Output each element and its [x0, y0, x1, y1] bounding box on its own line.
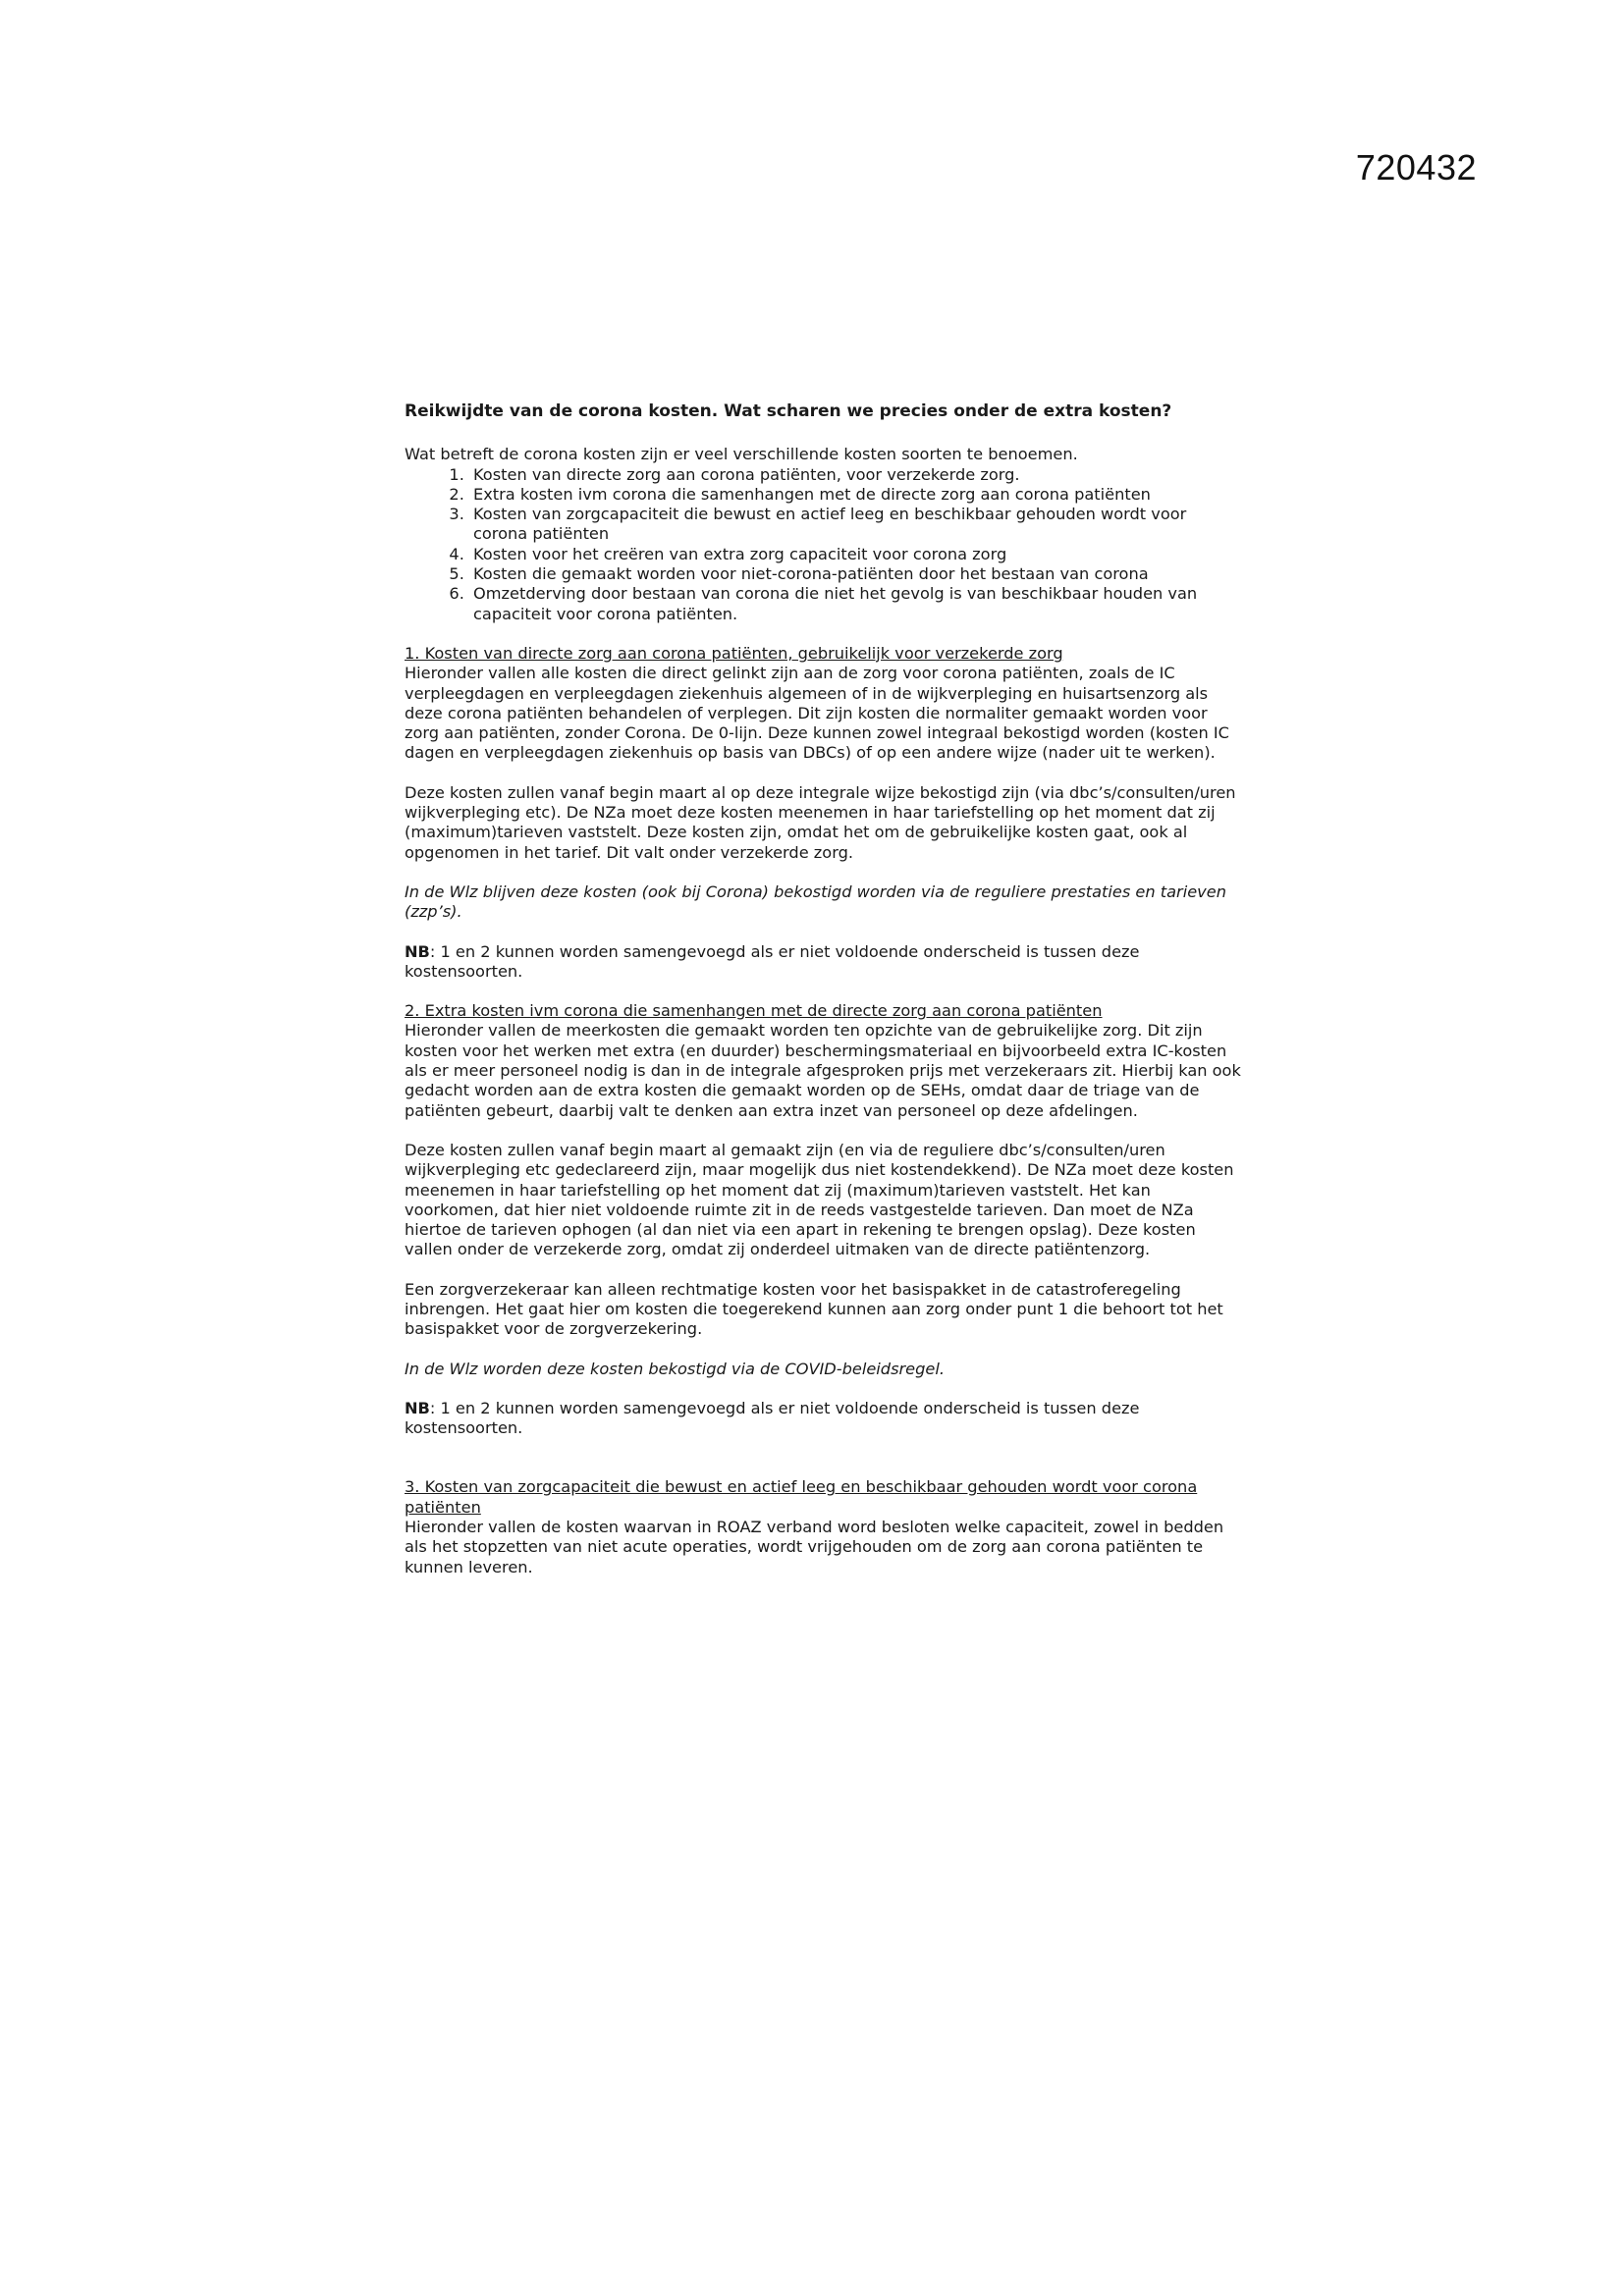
- document-body: [405, 401, 1245, 1577]
- section-2-wlz-note: In de Wlz worden deze kosten bekostigd via de COVID-beleidsregel.: [405, 1359, 945, 1378]
- section-2-paragraph: Deze kosten zullen vanaf begin maart al gemaakt zijn (en via de reguliere dbc’s/consulten/uren wijkverpleging etc gedeclareerd zijn, maar mogelijk dus niet kostendekkend). De NZa moet deze kosten meenemen in haar tariefstelling op het moment dat zij (maximum)tarieven vaststelt. Het kan voorkomen, dat hier niet voldoende ruimte zit in de reeds vastgestelde tarieven. Dan moet de NZa hiertoe de tarieven ophogen (al dan niet via een apart in rekening te brengen opslag). Deze kosten vallen onder de verzekerde zorg, omdat zij onderdeel uitmaken van de directe patiëntenzorg.: [405, 1140, 1234, 1259]
- section-2-paragraph: Een zorgverzekeraar kan alleen rechtmatige kosten voor het basispakket in de catastroferegeling inbrengen. Het gaat hier om kosten die toegerekend kunnen aan zorg onder punt 1 die behoort tot het basispakket voor de zorgverzekering.: [405, 1279, 1223, 1339]
- document-title: Reikwijdte van de corona kosten. Wat scharen we precies onder de extra kosten?: [405, 401, 1172, 421]
- nb-text: : 1 en 2 kunnen worden samengevoegd als er niet voldoende onderscheid is tussen deze kostensoorten.: [405, 1398, 1140, 1438]
- nb-text: : 1 en 2 kunnen worden samengevoegd als er niet voldoende onderscheid is tussen deze kostensoorten.: [405, 941, 1140, 981]
- list-item: 5. Kosten die gemaakt worden voor niet-corona-patiënten door het bestaan van corona: [469, 564, 1245, 584]
- section-spacer: [405, 1458, 1245, 1477]
- section-1-wlz-note: In de Wlz blijven deze kosten (ook bij Corona) bekostigd worden via de reguliere prestaties en tarieven (zzp’s).: [405, 881, 1226, 922]
- list-item: 6. Omzetderving door bestaan van corona die niet het gevolg is van beschikbaar houden van capaciteit voor corona patiënten.: [469, 584, 1245, 624]
- cost-types-list: [405, 465, 1245, 624]
- section-2-heading: 2. Extra kosten ivm corona die samenhangen met de directe zorg aan corona patiënten: [405, 1001, 1103, 1021]
- section-3-paragraph: Hieronder vallen de kosten waarvan in ROAZ verband word besloten welke capaciteit, zowel in bedden als het stopzetten van niet acute operaties, wordt vrijgehouden om de zorg aan corona patiënten te kunnen leveren.: [405, 1518, 1224, 1576]
- section-1-nb-note: [405, 942, 1245, 983]
- section-1-paragraph: Deze kosten zullen vanaf begin maart al op deze integrale wijze bekostigd zijn (via dbc’s/consulten/uren wijkverpleging etc). De NZa moet deze kosten meenemen in haar tariefstelling op het moment dat zij (maximum)tarieven vaststelt. Deze kosten zijn, omdat het om de gebruikelijke kosten gaat, ook al opgenomen in het tarief. Dit valt onder verzekerde zorg.: [405, 782, 1236, 862]
- intro-paragraph: Wat betreft de corona kosten zijn er veel verschillende kosten soorten te benoemen.: [405, 445, 1078, 464]
- section-2-paragraph: Hieronder vallen de meerkosten die gemaakt worden ten opzichte van de gebruikelijke zorg. Dit zijn kosten voor het werken met extra (en duurder) beschermingsmateriaal en bijvoorbeeld extra IC-kosten als er meer personeel nodig is dan in de integrale afgesproken prijs met verzekeraars zit. Hierbij kan ook gedacht worden aan de extra kosten die gemaakt worden op de SEHs, omdat daar de triage van de patiënten gebeurt, daarbij valt te denken aan extra inzet van personeel op deze afdelingen.: [405, 1021, 1241, 1120]
- nb-label: NB: [405, 941, 430, 961]
- list-item: 1. Kosten van directe zorg aan corona patiënten, voor verzekerde zorg.: [469, 465, 1245, 485]
- section-2-nb-note: [405, 1399, 1245, 1439]
- document-number: 720432: [1355, 147, 1477, 187]
- section-1-heading: 1. Kosten van directe zorg aan corona patiënten, gebruikelijk voor verzekerde zorg: [405, 643, 1063, 663]
- section-3-heading: 3. Kosten van zorgcapaciteit die bewust en actief leeg en beschikbaar gehouden wordt voor corona patiënten: [405, 1477, 1198, 1517]
- section-1-paragraph: Hieronder vallen alle kosten die direct gelinkt zijn aan de zorg voor corona patiënten, zoals de IC verpleegdagen en verpleegdagen ziekenhuis algemeen of in de wijkverpleging en huisartsenzorg als deze corona patiënten behandelen of verplegen. Dit zijn kosten die normaliter gemaakt worden voor zorg aan patiënten, zonder Corona. De 0-lijn. Deze kunnen zowel integraal bekostigd worden (kosten IC dagen en verpleegdagen ziekenhuis op basis van DBCs) of op een andere wijze (nader uit te werken).: [405, 664, 1229, 763]
- nb-label: NB: [405, 1398, 430, 1417]
- list-item: 4. Kosten voor het creëren van extra zorg capaciteit voor corona zorg: [469, 545, 1245, 564]
- list-item: 3. Kosten van zorgcapaciteit die bewust en actief leeg en beschikbaar gehouden wordt voor corona patiënten: [469, 505, 1245, 545]
- list-item: 2. Extra kosten ivm corona die samenhangen met de directe zorg aan corona patiënten: [469, 485, 1245, 505]
